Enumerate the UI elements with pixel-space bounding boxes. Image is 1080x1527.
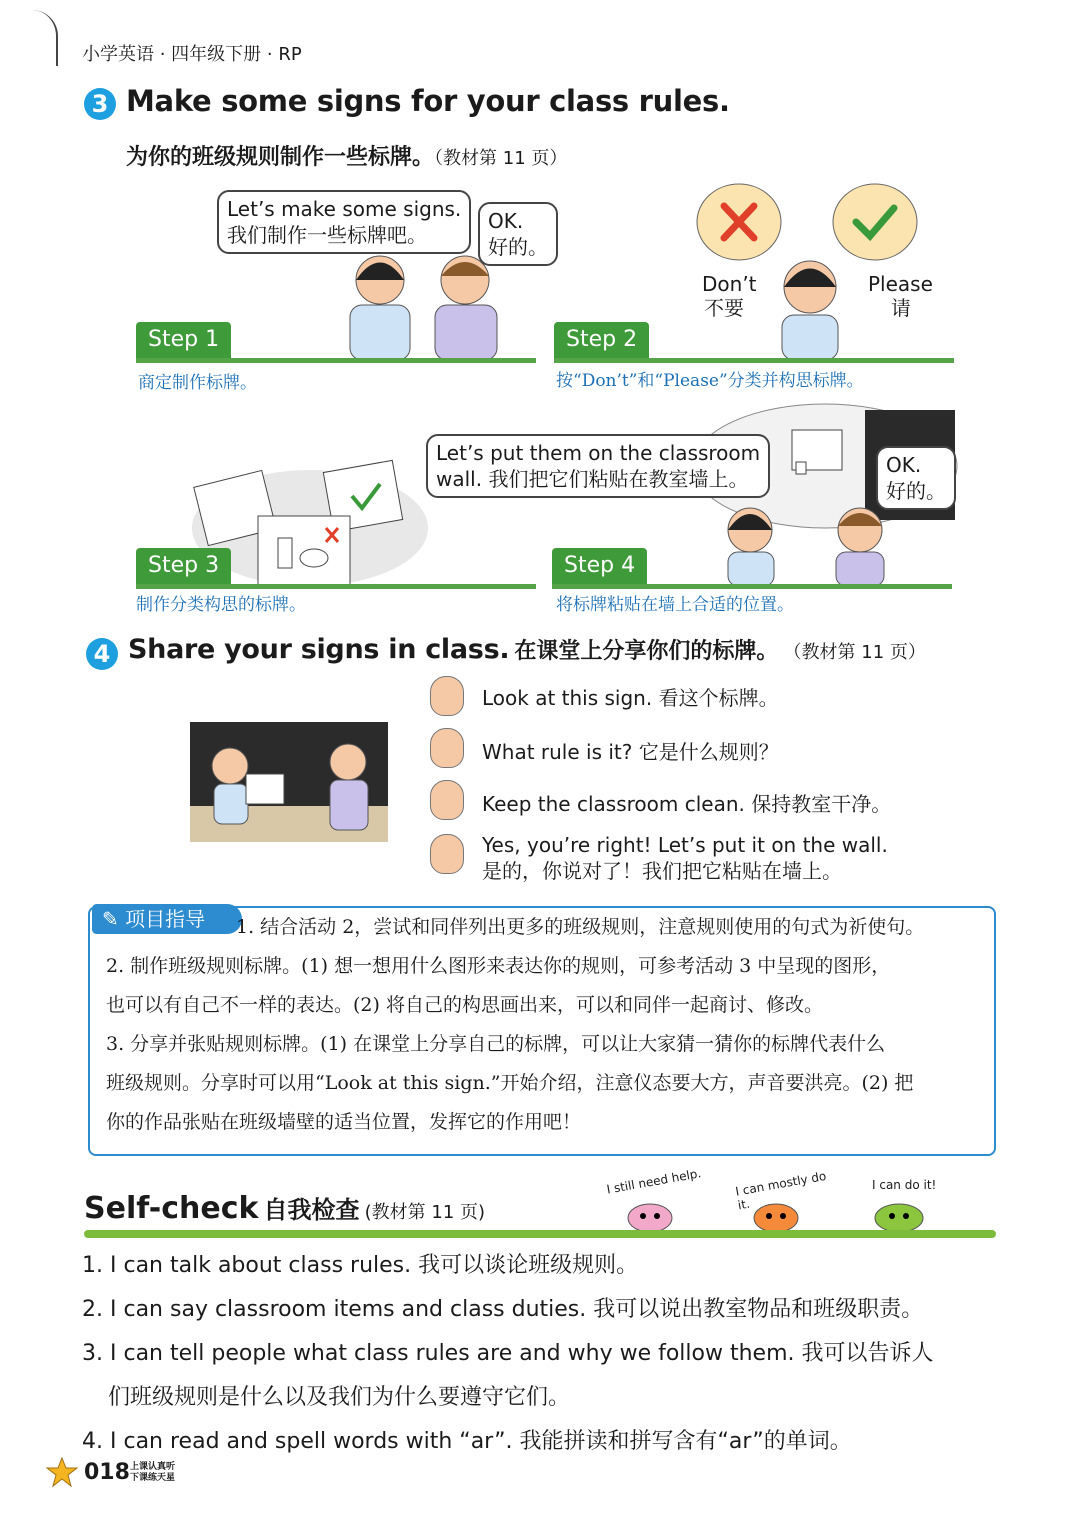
bubble-english: Let’s make some signs. <box>227 197 462 221</box>
bubble-chinese: 我们把它们粘贴在教室墙上。 <box>488 467 749 491</box>
bubble-english: OK. <box>886 453 922 477</box>
speech-bubble-boy <box>478 202 558 266</box>
step-3-tab: Step 3 <box>136 548 231 584</box>
page-number: 018 <box>84 1460 130 1485</box>
bubble-english-2: wall. <box>436 467 483 491</box>
dialogue-chinese: 是的，你说对了！我们把它粘贴在墙上。 <box>482 859 842 883</box>
self-check-item-4: 4. I can read and spell words with “ar”. 我能拼读和拼写含有“ar”的单词。 <box>82 1429 852 1454</box>
step-1-caption: 商定制作标牌。 <box>138 373 257 393</box>
dialogue-line-3: Keep the classroom clean. 保持教室干净。 <box>482 792 892 816</box>
step-2-line <box>554 358 954 363</box>
dialogue-line-1: Look at this sign. 看这个标牌。 <box>482 686 779 710</box>
step-1-tab: Step 1 <box>136 322 231 358</box>
rating-label-2: I can mostly do it. <box>734 1168 828 1213</box>
guide-line-5: 班级规则。分享时可以用“Look at this sign.”开始介绍，注意仪态要大方，声音要洪亮。(2) 把 <box>106 1072 914 1094</box>
speech-bubble-step4-girl <box>426 434 770 498</box>
bubble-english: OK. <box>488 209 524 233</box>
step1-illustration <box>320 250 520 360</box>
self-check-bar <box>84 1230 996 1238</box>
thinking-girl-illustration <box>770 255 850 360</box>
textbook-reference: （教材第 11 页） <box>434 148 568 169</box>
footer-slogan: 上课认真听 下课练天星 <box>130 1462 176 1483</box>
star-icon <box>46 1456 78 1492</box>
step-4-tab: Step 4 <box>552 548 647 584</box>
self-check-item-2: 2. I can say classroom items and class duties. 我可以说出教室物品和班级职责。 <box>82 1297 924 1322</box>
speech-bubble-girl <box>217 190 471 254</box>
self-check-item-3: 3. I can tell people what class rules are and why we follow them. 我可以告诉人 <box>82 1341 934 1366</box>
section-4-title-en: Share your signs in class. <box>128 634 510 665</box>
bubble-english: Let’s put them on the classroom <box>436 441 761 465</box>
dialogue-english: Yes, you’re right! Let’s put it on the wall. <box>482 833 888 857</box>
children-talking-illustration <box>320 250 520 360</box>
bubble-chinese: 我们制作一些标牌吧。 <box>227 223 427 247</box>
section-number-badge: 4 <box>86 638 118 670</box>
please-thought-bubble <box>832 182 918 262</box>
dont-thought-bubble <box>696 182 782 262</box>
please-label <box>868 272 933 320</box>
guide-line-2: 2. 制作班级规则标牌。(1) 想一想用什么图形来表达你的规则，可参考活动 3 中呈现的图形， <box>106 955 891 977</box>
self-check-title: Self-check 自我检查 (教材第 11 页) <box>84 1191 486 1226</box>
dont-english: Don’t <box>702 272 757 296</box>
step-4-caption: 将标牌粘贴在墙上合适的位置。 <box>556 595 794 615</box>
please-english: Please <box>868 272 933 296</box>
dont-chinese: 不要 <box>704 296 744 320</box>
step-1-line <box>136 358 536 363</box>
step-2-caption: 按“Don’t”和“Please”分类并构思标牌。 <box>556 371 864 391</box>
girl-avatar <box>430 676 464 716</box>
guide-line-3: 也可以有自己不一样的表达。(2) 将自己的构思画出来，可以和同伴一起商讨、修改。 <box>106 994 823 1016</box>
boy2-avatar <box>430 780 464 820</box>
self-check-item-1: 1. I can talk about class rules. 我可以谈论班级规则。 <box>82 1253 639 1278</box>
section-subtitle: 为你的班级规则制作一些标牌。（教材第 11 页） <box>126 145 568 170</box>
boy-avatar <box>430 728 464 768</box>
dialogue-line-2: What rule is it? 它是什么规则？ <box>482 740 779 764</box>
dialogue-line-4 <box>482 832 888 884</box>
project-guide-tab: ✎ 项目指导 <box>92 904 242 934</box>
step-2-tab: Step 2 <box>554 322 649 358</box>
section-4-title-zh: 在课堂上分享你们的标牌。 <box>514 639 779 664</box>
running-header: 小学英语 · 四年级下册 · RP <box>82 44 302 65</box>
guide-line-1: 1. 结合活动 2，尝试和同伴列出更多的班级规则，注意规则使用的句式为祈使句。 <box>236 916 925 938</box>
rating-label-3: I can do it! <box>872 1178 937 1192</box>
section-number-badge: 3 <box>84 88 116 120</box>
self-check-item-3-cont: 们班级规则是什么以及我们为什么要遵守它们。 <box>108 1385 571 1410</box>
step-4-line <box>552 584 952 589</box>
step4-children-illustration <box>710 502 900 586</box>
guide-line-6: 你的作品张贴在班级墙壁的适当位置，发挥它的作用吧！ <box>106 1111 582 1133</box>
bubble-chinese: 好的。 <box>488 235 548 259</box>
page-corner-decoration <box>30 10 58 66</box>
bubble-chinese: 好的。 <box>886 479 946 503</box>
dont-label <box>702 272 757 320</box>
rating-label-1: I still need help. <box>605 1166 703 1197</box>
girl2-avatar <box>430 834 464 874</box>
step-3-line <box>136 584 536 589</box>
section-4-title <box>128 634 926 665</box>
section-title: Make some signs for your class rules. <box>126 84 730 118</box>
guide-line-4: 3. 分享并张贴规则标牌。(1) 在课堂上分享自己的标牌，可以让大家猜一猜你的标牌代表什么 <box>106 1033 886 1055</box>
please-chinese: 请 <box>890 296 911 320</box>
textbook-reference: （教材第 11 页） <box>783 642 926 663</box>
pencil-icon: ✎ <box>102 907 119 931</box>
classroom-sharing-illustration <box>190 722 388 842</box>
step-3-caption: 制作分类构思的标牌。 <box>136 595 306 615</box>
speech-bubble-step4-boy <box>876 446 956 510</box>
